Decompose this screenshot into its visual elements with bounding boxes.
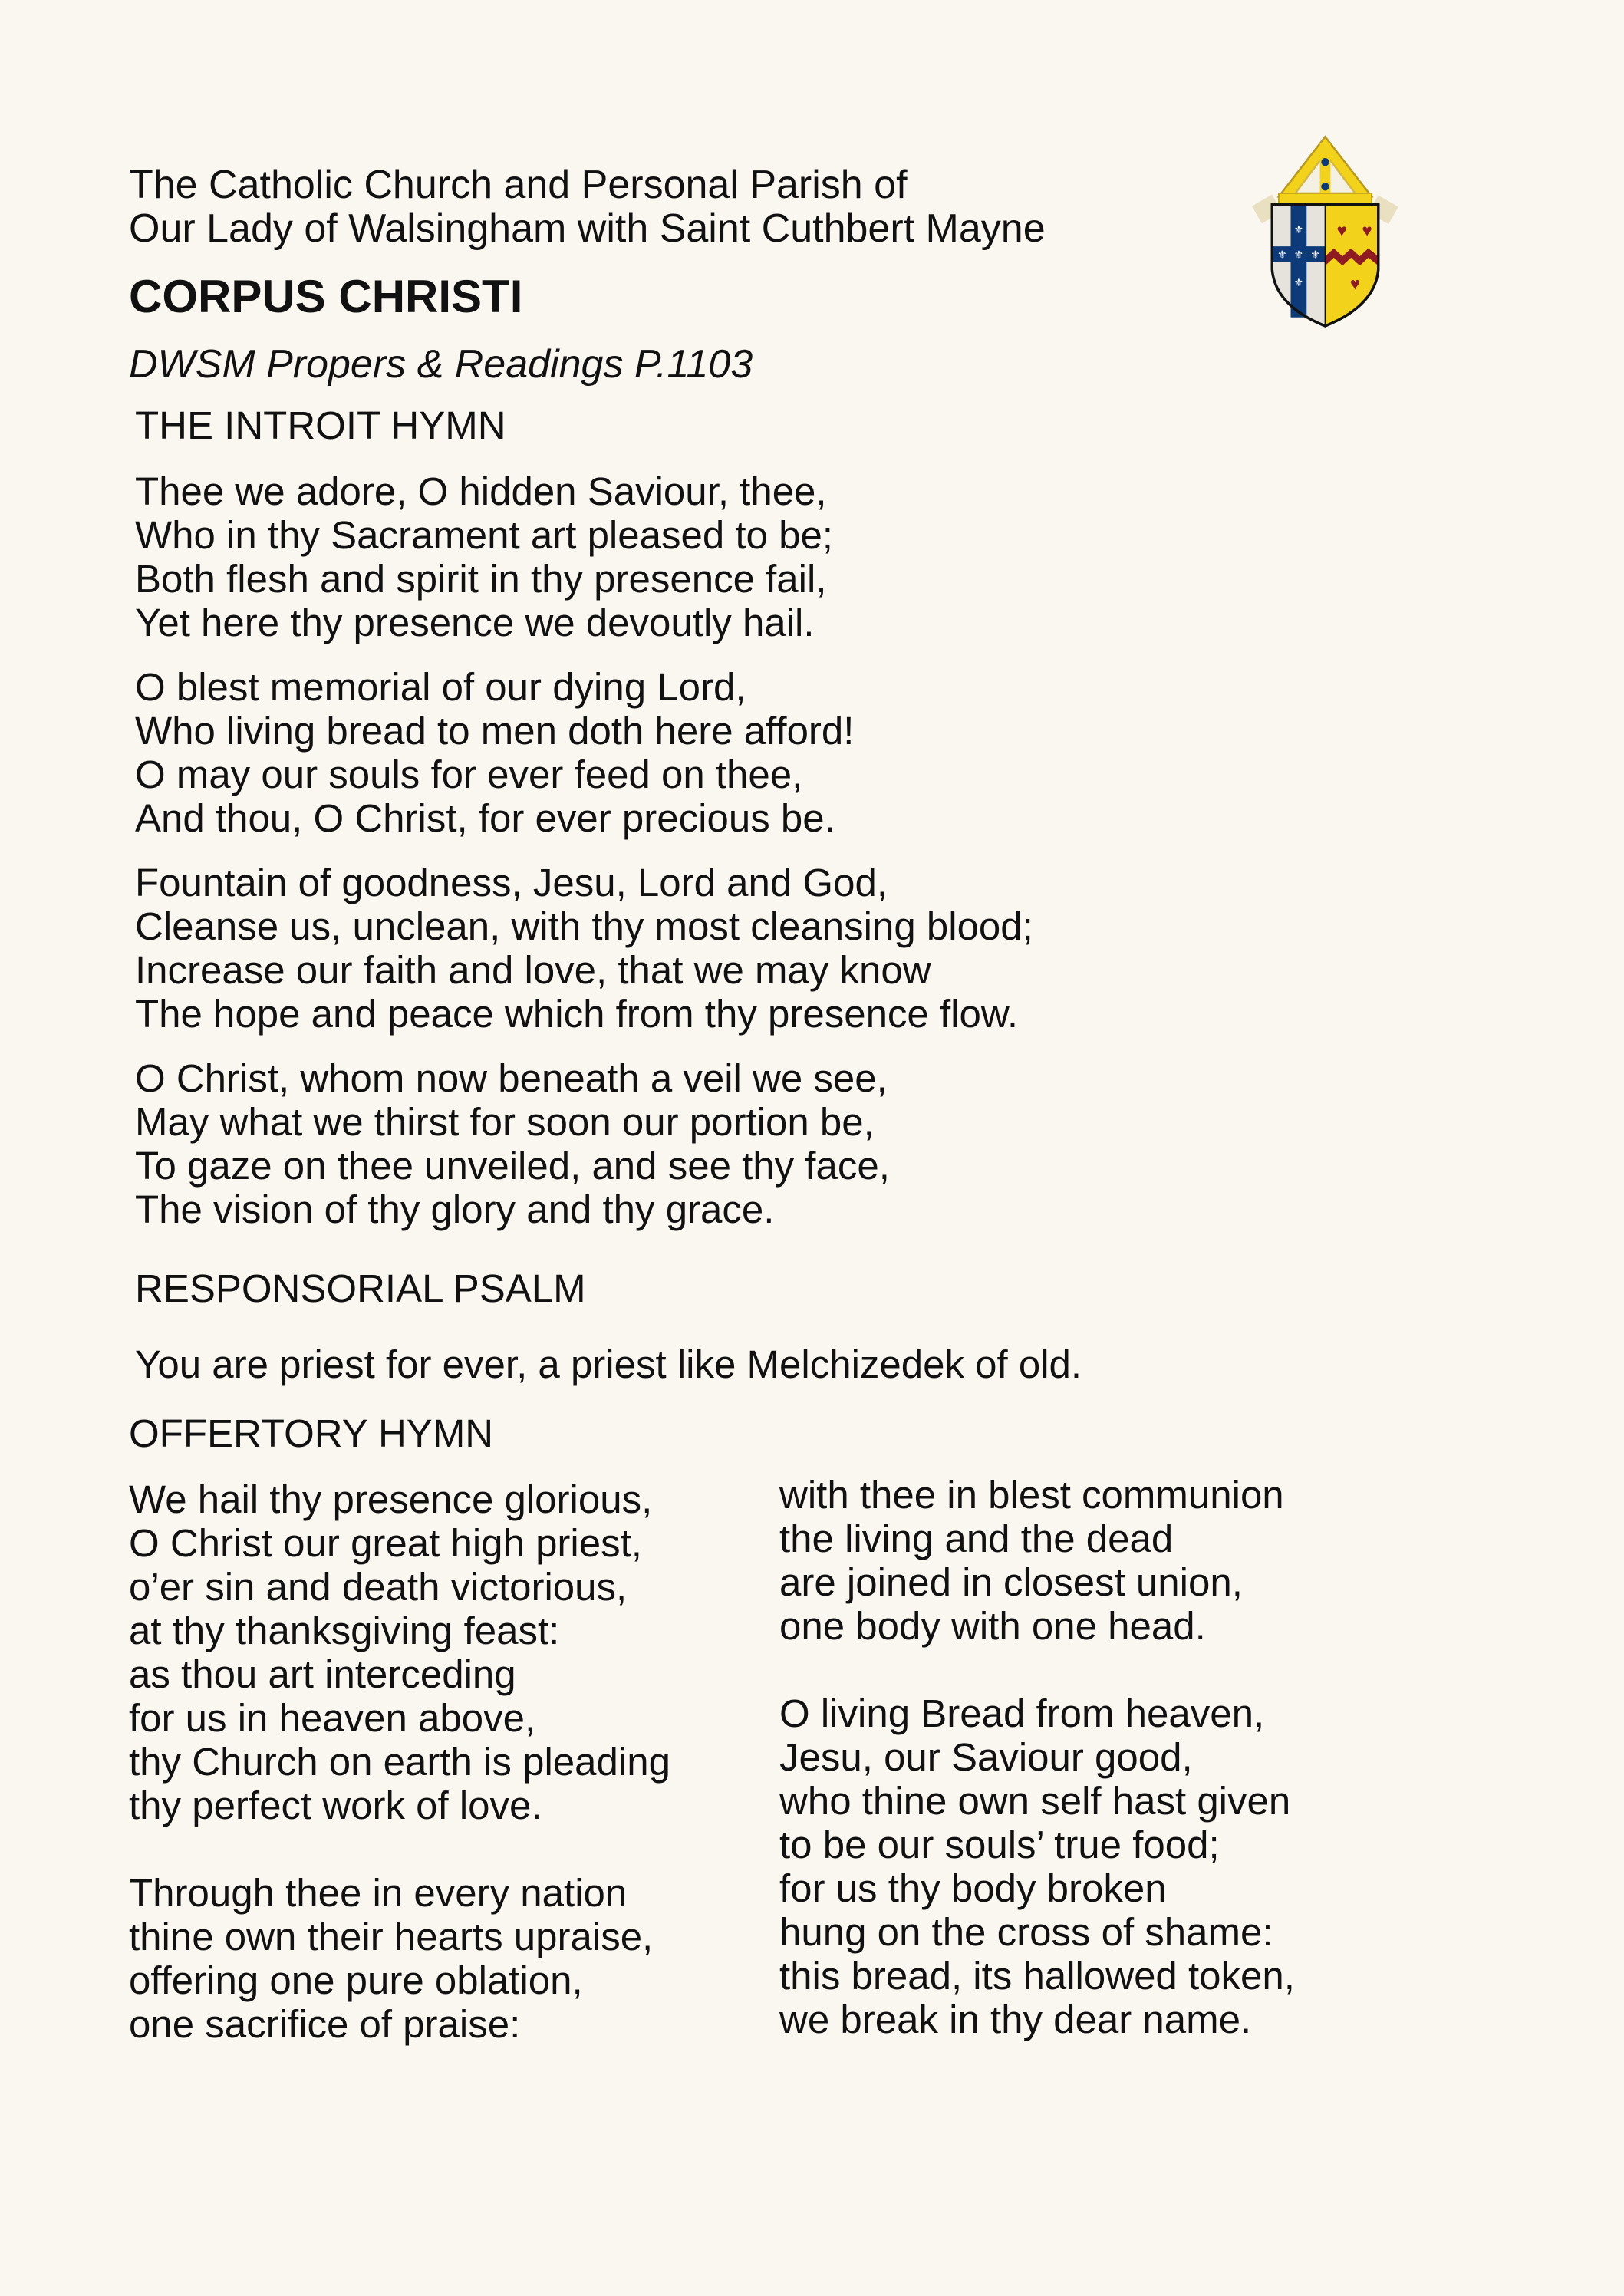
coat-of-arms-icon <box>1239 117 1412 343</box>
stanza <box>129 1871 670 2046</box>
verse-line: are joined in closest union, <box>779 1560 1243 1604</box>
verse-line: O Christ our great high priest, <box>129 1521 642 1565</box>
verse-line: thine own their hearts upraise, <box>129 1915 654 1958</box>
parish-name-line-2: Our Lady of Walsingham with Saint Cuthbert Mayne <box>129 206 1046 251</box>
stanza <box>135 861 1033 1036</box>
verse-line: for us thy body broken <box>779 1866 1167 1910</box>
verse-line: Both flesh and spirit in thy presence fail, <box>135 557 827 601</box>
offertory-right-column <box>779 1473 1295 2041</box>
svg-text:⚜: ⚜ <box>1277 248 1287 261</box>
stanza <box>779 1692 1295 2041</box>
verse-line: O may our souls for ever feed on thee, <box>135 753 803 796</box>
psalm-response: You are priest for ever, a priest like Melchizedek of old. <box>135 1342 1082 1386</box>
verse-line: hung on the cross of shame: <box>779 1910 1273 1954</box>
svg-text:♥: ♥ <box>1336 221 1347 241</box>
parish-name-line-1: The Catholic Church and Personal Parish of <box>129 163 908 207</box>
verse-line: Who living bread to men doth here afford! <box>135 709 855 753</box>
verse-line: May what we thirst for soon our portion be, <box>135 1100 875 1144</box>
svg-text:⚜: ⚜ <box>1293 222 1304 236</box>
reference-text: DWSM Propers & Readings P.1103 <box>129 342 753 387</box>
svg-text:♥: ♥ <box>1362 221 1372 241</box>
verse-line: for us in heaven above, <box>129 1696 536 1740</box>
verse-line: O blest memorial of our dying Lord, <box>135 665 746 709</box>
psalm-heading: RESPONSORIAL PSALM <box>135 1267 586 1310</box>
verse-line: Fountain of goodness, Jesu, Lord and God, <box>135 861 888 904</box>
verse-line: the living and the dead <box>779 1517 1174 1560</box>
svg-text:⚜: ⚜ <box>1293 248 1304 261</box>
verse-line: Thee we adore, O hidden Saviour, thee, <box>135 469 827 513</box>
verse-line: we break in thy dear name. <box>779 1998 1252 2041</box>
verse-line: Through thee in every nation <box>129 1871 628 1915</box>
stanza <box>135 1056 1033 1231</box>
verse-line: thy Church on earth is pleading <box>129 1740 670 1784</box>
verse-line: O living Bread from heaven, <box>779 1692 1265 1735</box>
verse-line: o’er sin and death victorious, <box>129 1565 628 1609</box>
svg-text:⚜: ⚜ <box>1310 248 1320 261</box>
verse-line: Jesu, our Saviour good, <box>779 1735 1193 1779</box>
verse-line: O Christ, whom now beneath a veil we see, <box>135 1056 888 1100</box>
verse-line: To gaze on thee unveiled, and see thy face, <box>135 1144 890 1188</box>
verse-line: who thine own self hast given <box>779 1779 1291 1823</box>
verse-line: Cleanse us, unclean, with thy most cleansing blood; <box>135 904 1033 948</box>
svg-text:⚜: ⚜ <box>1293 276 1304 289</box>
introit-heading: THE INTROIT HYMN <box>135 404 506 447</box>
stanza <box>779 1473 1295 1648</box>
verse-line: Increase our faith and love, that we may know <box>135 948 931 992</box>
stanza <box>135 469 1033 644</box>
verse-line: We hail thy presence glorious, <box>129 1477 653 1521</box>
verse-line: thy perfect work of love. <box>129 1784 542 1827</box>
offertory-heading: OFFERTORY HYMN <box>129 1412 494 1455</box>
stanza <box>129 1477 670 1827</box>
verse-line: as thou art interceding <box>129 1652 516 1696</box>
verse-line: at thy thanksgiving feast: <box>129 1609 560 1652</box>
verse-line: And thou, O Christ, for ever precious be. <box>135 796 835 840</box>
verse-line: one body with one head. <box>779 1604 1206 1648</box>
verse-line: Yet here thy presence we devoutly hail. <box>135 601 815 644</box>
verse-line: one sacrifice of praise: <box>129 2002 521 2046</box>
verse-line: this bread, its hallowed token, <box>779 1954 1295 1998</box>
verse-line: The vision of thy glory and thy grace. <box>135 1188 775 1231</box>
stanza <box>135 665 1033 840</box>
offertory-left-column <box>129 1477 670 2046</box>
verse-line: offering one pure oblation, <box>129 1958 583 2002</box>
introit-hymn-text <box>135 469 1033 1231</box>
verse-line: with thee in blest communion <box>779 1473 1284 1517</box>
verse-line: to be our souls’ true food; <box>779 1823 1220 1866</box>
verse-line: Who in thy Sacrament art pleased to be; <box>135 513 833 557</box>
svg-text:♥: ♥ <box>1349 274 1361 294</box>
verse-line: The hope and peace which from thy presence flow. <box>135 992 1019 1036</box>
page-title: CORPUS CHRISTI <box>129 271 523 322</box>
